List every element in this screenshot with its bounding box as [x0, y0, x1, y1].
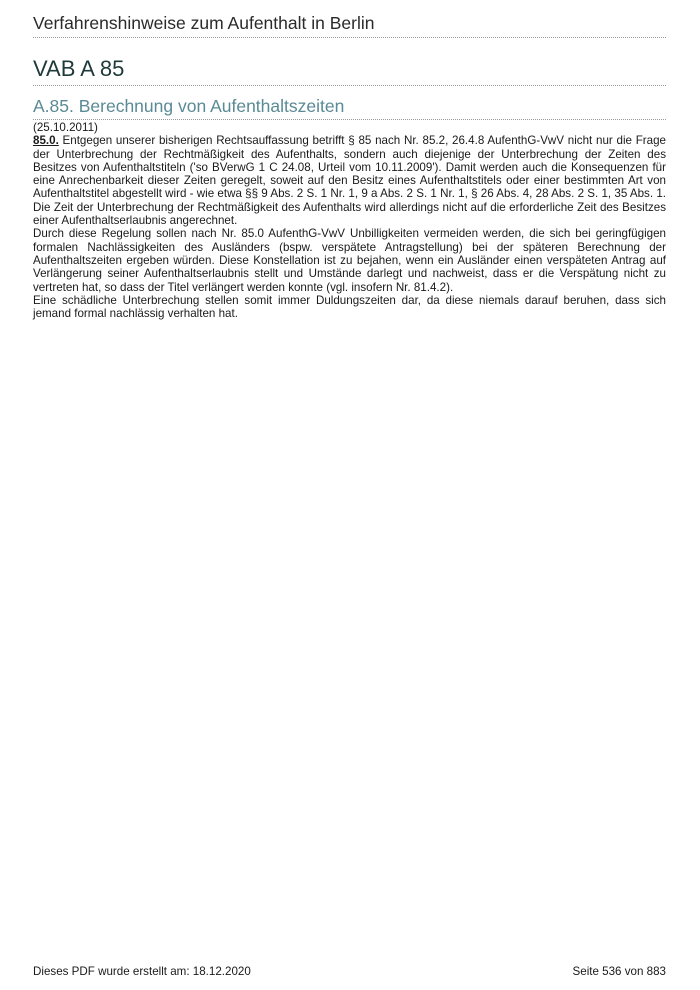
footer-created-date: Dieses PDF wurde erstellt am: 18.12.2020	[33, 965, 251, 978]
revision-date: (25.10.2011)	[33, 121, 98, 134]
document-header: Verfahrenshinweise zum Aufenthalt in Berlin	[33, 12, 666, 38]
paragraph-85-0	[33, 134, 666, 227]
paragraph-number: 85.0.	[33, 134, 59, 148]
paragraph-3: Eine schädliche Unterbrechung stellen somit immer Duldungszeiten dar, da diese niemals darauf beruhen, dass sich jemand formal nachlässig verhalten hat.	[33, 293, 666, 321]
section-title: VAB A 85	[33, 56, 666, 86]
subsection-title: A.85. Berechnung von Aufenthaltszeiten	[33, 95, 666, 120]
paragraph-2: Durch diese Regelung sollen nach Nr. 85.0 AufenthG-VwV Unbilligkeiten vermeiden werden, die sich bei geringfügigen formalen Nachlässigkeiten des Ausländers (bspw. verspätete Antragstellung) bei der späteren Berechnung der Aufenthaltszeiten ergeben würden. Diese Konstellation ist zu bejahen, wenn ein Ausländer einen verspäteten Antrag auf Verlängerung seiner Aufenthaltserlaubnis stellt und Umstände darlegt und nachweist, dass er die Verspätung nicht zu vertreten hat, so dass der Titel verlängert werden konnte (vgl. insofern Nr. 81.4.2).	[33, 227, 666, 294]
paragraph-text: Entgegen unserer bisherigen Rechtsauffassung betrifft § 85 nach Nr. 85.2, 26.4.8 AufenthG-VwV nicht nur die Frage der Unterbrechung der Rechtmäßigkeit des Aufenthalts, sondern auch diejenige der Unterbrechung der Zeiten des Besitzes von Aufenthaltstiteln ('so BVerwG 1 C 24.08, Urteil vom 10.11.2009'). Damit werden auch die Konsequenzen für eine Anrechenbarkeit dieser Zeiten geregelt, soweit auf den Besitz eines Aufenthaltstitels oder einer bestimmten Art von Aufenthaltstitel abgestellt wird - wie etwa §§ 9 Abs. 2 S. 1 Nr. 1, 9 a Abs. 2 S. 1 Nr. 1, § 26 Abs. 4, 28 Abs. 2 S. 1, 35 Abs. 1. Die Zeit der Unterbrechung der Rechtmäßigkeit des Aufenthalts wird allerdings nicht auf die erforderliche Zeit des Besitzes einer Aufenthaltserlaubnis angerechnet.	[33, 134, 666, 228]
footer-page-number: Seite 536 von 883	[572, 965, 666, 978]
page-footer	[33, 965, 666, 979]
document-page	[33, 0, 666, 320]
